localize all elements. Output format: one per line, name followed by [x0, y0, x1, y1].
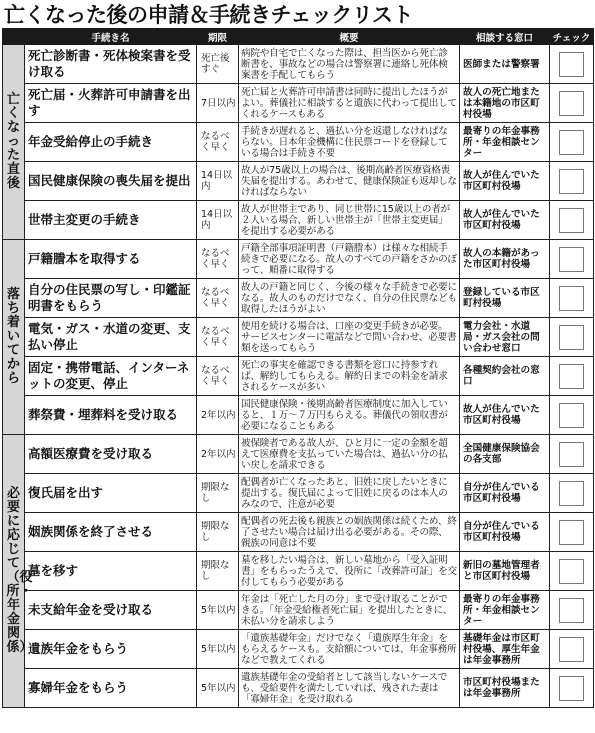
- check-cell: [550, 396, 594, 435]
- check-cell: [550, 474, 594, 513]
- deadline: 期限なし: [197, 552, 239, 591]
- checkbox[interactable]: [559, 91, 584, 116]
- check-cell: [550, 357, 594, 396]
- table-row: [3, 279, 594, 318]
- checklist-body: [3, 45, 594, 708]
- contact-window: 最寄りの年金事務所・年金相談センター: [460, 591, 550, 630]
- deadline: なるべく早く: [197, 357, 239, 396]
- table-row: [3, 513, 594, 552]
- check-cell: [550, 513, 594, 552]
- procedure-name: 高額医療費を受け取る: [25, 435, 197, 474]
- procedure-name: 復氏届を出す: [25, 474, 197, 513]
- overview-text: 遺族基礎年金の受給者として該当しないケースでも、受給要件を満たしていれば、残された妻は「寡婦年金」を受け取れる: [239, 669, 460, 708]
- contact-window: 新旧の墓地管理者と市区町村役場: [460, 552, 550, 591]
- check-cell: [550, 279, 594, 318]
- check-cell: [550, 435, 594, 474]
- table-row: [3, 162, 594, 201]
- checkbox[interactable]: [559, 325, 584, 350]
- contact-window: 登録している市区町村役場: [460, 279, 550, 318]
- overview-text: 故人が世帯主であり、同じ世帯に15歳以上の者が２人いる場合、新しい世帯主が「世帯主変更届」を提出する必要がある: [239, 201, 460, 240]
- deadline: 14日以内: [197, 201, 239, 240]
- procedure-name: 葬祭費・埋葬料を受け取る: [25, 396, 197, 435]
- checkbox[interactable]: [559, 286, 584, 311]
- contact-window: 基礎年金は市区町村役場、厚生年金は年金事務所: [460, 630, 550, 669]
- contact-window: 電力会社・水道局・ガス会社の問い合わせ窓口: [460, 318, 550, 357]
- table-row: [3, 591, 594, 630]
- table-row: [3, 396, 594, 435]
- table-row: [3, 474, 594, 513]
- procedure-name: 電気・ガス・水道の変更、支払い停止: [25, 318, 197, 357]
- table-row: [3, 45, 594, 84]
- check-cell: [550, 162, 594, 201]
- overview-text: 被保険者である故人が、ひと月に一定の金額を超えて医療費を支払っていた場合は、過払い分の払い戻しを請求できる: [239, 435, 460, 474]
- procedure-name: 世帯主変更の手続き: [25, 201, 197, 240]
- checkbox[interactable]: [559, 130, 584, 155]
- deadline: 死亡後すぐ: [197, 45, 239, 84]
- checkbox[interactable]: [559, 403, 584, 428]
- overview-text: 死亡の事実を確認できる書類を窓口に持参すれば、解約してもらえる。解約日までの料金を請求されるケースが多い: [239, 357, 460, 396]
- contact-window: 故人の本籍があった市区町村役場: [460, 240, 550, 279]
- table-row: [3, 435, 594, 474]
- deadline: なるべく早く: [197, 240, 239, 279]
- category-label: [3, 240, 25, 435]
- overview-text: 使用を続ける場合は、口座の変更手続きが必要。サービスセンターに電話などで問い合わせ、必要書類を送ってもらう: [239, 318, 460, 357]
- checkbox[interactable]: [559, 208, 584, 233]
- deadline: 5年以内: [197, 669, 239, 708]
- checkbox[interactable]: [559, 169, 584, 194]
- table-row: [3, 357, 594, 396]
- checkbox[interactable]: [559, 676, 584, 701]
- contact-window: 医師または警察署: [460, 45, 550, 84]
- overview-text: 年金は「死亡した月の分」まで受け取ることができる。「年金受給権者死亡届」を提出したときに、未払い分を請求しよう: [239, 591, 460, 630]
- check-cell: [550, 318, 594, 357]
- check-column-header: チェック: [550, 29, 594, 45]
- procedure-name: 墓を移す: [25, 552, 197, 591]
- overview-text: 墓を移したい場合は、新しい墓地から「受入証明書」をもらったうえで、役所に「改葬許可証」を交付してもらう必要がある: [239, 552, 460, 591]
- checkbox[interactable]: [559, 52, 584, 77]
- category-label-text: 落ち着いてから: [6, 287, 20, 386]
- checkbox[interactable]: [559, 364, 584, 389]
- deadline: 期限なし: [197, 474, 239, 513]
- category-label-text: 亡くなった直後: [6, 92, 20, 191]
- deadline: なるべく早く: [197, 318, 239, 357]
- table-row: [3, 318, 594, 357]
- contact-window: 各種契約会社の窓口: [460, 357, 550, 396]
- table-row: [3, 123, 594, 162]
- contact-window: 全国健康保険協会の各支部: [460, 435, 550, 474]
- procedure-name: 姻族関係を終了させる: [25, 513, 197, 552]
- procedure-name: 固定・携帯電話、インターネットの変更、停止: [25, 357, 197, 396]
- checkbox[interactable]: [559, 247, 584, 272]
- procedure-name: 国民健康保険の喪失届を提出: [25, 162, 197, 201]
- deadline: 2年以内: [197, 396, 239, 435]
- check-cell: [550, 201, 594, 240]
- table-row: [3, 84, 594, 123]
- procedure-name: 遺族年金をもらう: [25, 630, 197, 669]
- overview-text: 戸籍全部事項証明書（戸籍謄本）は様々な相続手続きで必要になる。故人のすべての戸籍をさかのぼって、順番に取得する: [239, 240, 460, 279]
- overview-text: 故人の戸籍と同じく、今後の様々な手続きで必要になる。故人のものだけでなく、自分の住民票なども取得したほうがよい: [239, 279, 460, 318]
- overview-text: 配偶者が亡くなったあと、旧姓に戻したいときに提出する。復氏届によって旧姓に戻るのは本人のみなので、注意が必要: [239, 474, 460, 513]
- contact-window: 自分が住んでいる市区町村役場: [460, 474, 550, 513]
- category-column-header: [3, 29, 25, 45]
- contact-window: 最寄りの年金事務所・年金相談センター: [460, 123, 550, 162]
- page-title: 亡くなった後の申請＆手続きチェックリスト: [4, 3, 413, 27]
- deadline: 2年以内: [197, 435, 239, 474]
- overview-text: 「遺族基礎年金」だけでなく「遺族厚生年金」をもらえるケースも。支給額については、年金事務所などで教えてくれる: [239, 630, 460, 669]
- procedure-name: 死亡診断書・死体検案書を受け取る: [25, 45, 197, 84]
- checkbox[interactable]: [559, 481, 584, 506]
- checkbox[interactable]: [559, 637, 584, 662]
- deadline: なるべく早く: [197, 123, 239, 162]
- overview-text: 病院や自宅で亡くなった際は、担当医から死亡診断書を、事故などの場合は警察署に連絡し死体検案書を手配してもらう: [239, 45, 460, 84]
- checkbox[interactable]: [559, 442, 584, 467]
- table-row: [3, 552, 594, 591]
- category-label: [3, 45, 25, 240]
- contact-window: 自分が住んでいる市区町村役場: [460, 513, 550, 552]
- check-cell: [550, 84, 594, 123]
- check-cell: [550, 552, 594, 591]
- contact-window: 故人が住んでいた市区町村役場: [460, 201, 550, 240]
- checkbox[interactable]: [559, 598, 584, 623]
- check-cell: [550, 45, 594, 84]
- table-row: [3, 630, 594, 669]
- category-label: [3, 435, 33, 708]
- name-column-header: 手続き名: [25, 29, 197, 45]
- category-label-text: 必要に応じて（役所・年金関係）: [6, 486, 33, 655]
- overview-text: 手続きが遅れると、過払い分を返還しなければならない。日本年金機構に住民票コードを登録している場合は手続き不要: [239, 123, 460, 162]
- table-row: [3, 201, 594, 240]
- check-cell: [550, 630, 594, 669]
- check-cell: [550, 240, 594, 279]
- period-column-header: 期限: [197, 29, 239, 45]
- table-row: [3, 669, 594, 708]
- contact-window: 故人の死亡地または本籍地の市区町村役場: [460, 84, 550, 123]
- contact-window: 市区町村役場または年金事務所: [460, 669, 550, 708]
- procedure-name: 年金受給停止の手続き: [25, 123, 197, 162]
- overview-text: 故人が75歳以上の場合は、後期高齢者医療資格喪失届を提出する。あわせて、健康保険証も返却しなければならない: [239, 162, 460, 201]
- deadline: 期限なし: [197, 513, 239, 552]
- deadline: 7日以内: [197, 84, 239, 123]
- procedure-name: 寡婦年金をもらう: [25, 669, 197, 708]
- deadline: 14日以内: [197, 162, 239, 201]
- check-cell: [550, 123, 594, 162]
- procedure-name: 未支給年金を受け取る: [25, 591, 197, 630]
- overview-text: 死亡届と火葬許可申請書は同時に提出したほうがよい。葬儀社に相談すると遺族に代わって提出してくれるケースもある: [239, 84, 460, 123]
- header-row: [3, 29, 594, 45]
- overview-column-header: 概要: [239, 29, 460, 45]
- checkbox[interactable]: [559, 559, 584, 584]
- deadline: 5年以内: [197, 591, 239, 630]
- contact-window: 故人が住んでいた市区町村役場: [460, 396, 550, 435]
- contact-window: 故人が住んでいた市区町村役場: [460, 162, 550, 201]
- table-row: [3, 240, 594, 279]
- procedure-name: 戸籍謄本を取得する: [25, 240, 197, 279]
- window-column-header: 相談する窓口: [460, 29, 550, 45]
- procedure-name: 死亡届・火葬許可申請書を出す: [25, 84, 197, 123]
- overview-text: 配偶者の死去後も親族との姻族関係は続くため、終了させたい場合は届け出る必要がある。その際、親族の同意は不要: [239, 513, 460, 552]
- check-cell: [550, 591, 594, 630]
- check-cell: [550, 669, 594, 708]
- procedure-name: 自分の住民票の写し・印鑑証明書をもらう: [25, 279, 197, 318]
- overview-text: 国民健康保険・後期高齢者医療制度に加入していると、１万〜７万円もらえる。葬儀代の領収書が必要になることもある: [239, 396, 460, 435]
- checklist-table: [2, 28, 594, 708]
- deadline: なるべく早く: [197, 279, 239, 318]
- checkbox[interactable]: [559, 520, 584, 545]
- deadline: 5年以内: [197, 630, 239, 669]
